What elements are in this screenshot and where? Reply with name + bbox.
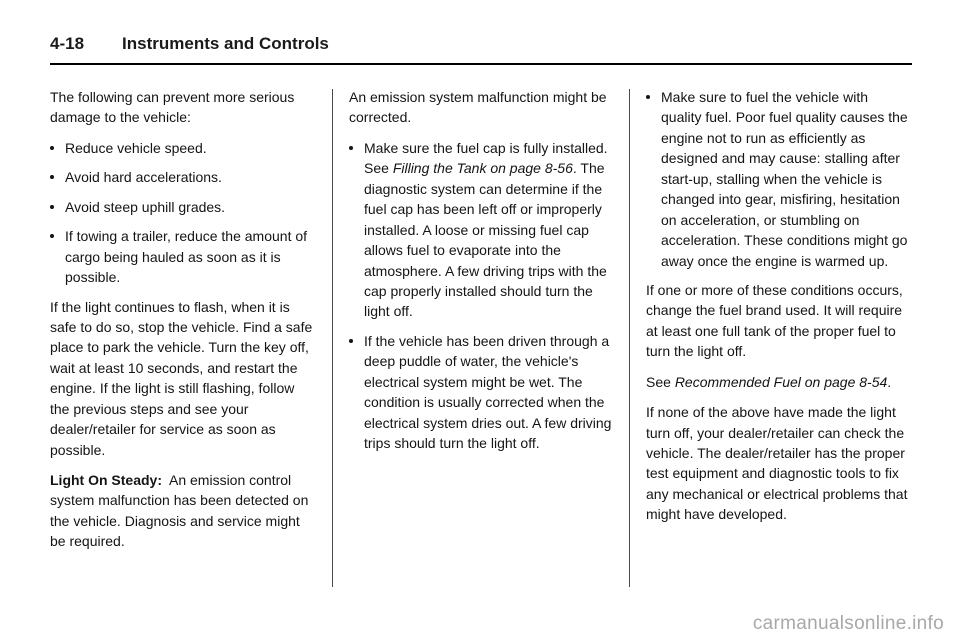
cross-reference-filling-the-tank: Filling the Tank on page 8-56 [392, 160, 573, 177]
watermark: carmanualsonline.info [752, 613, 944, 634]
list-item [646, 87, 912, 271]
bullet-icon [349, 331, 364, 454]
see-text-pre: See [646, 373, 675, 390]
malfunction-intro-paragraph: An emission system malfunction might be corrected. [349, 89, 607, 126]
dealer-check-paragraph: If none of the above have made the light turn off, your dealer/retailer can check the vehicle. The dealer/retailer has the proper test equipment and diagnostic tools to fix any mechanical or electrical problems that might have developed. [646, 404, 908, 523]
see-text-post: . [887, 373, 892, 390]
list-item [50, 226, 316, 287]
light-on-steady-label: Light On Steady: [50, 472, 162, 488]
column-1 [50, 87, 332, 587]
page-number: 4-18 [50, 34, 85, 53]
list-item [50, 138, 316, 158]
intro-paragraph: The following can prevent more serious damage to the vehicle: [50, 89, 295, 126]
list-item-text [364, 138, 615, 322]
correction-bullet-list [349, 138, 615, 454]
flashing-light-paragraph: If the light continues to flash, when it is safe to do so, stop the vehicle. Find a safe place to park the vehicle. Turn the key off, wait at least 10 seconds, and restart the engine. If the light is still flashing, follow the previous steps and see your dealer/retailer for service as soon as possible. [50, 298, 313, 458]
page-header [0, 0, 960, 54]
list-item-text: Avoid hard accelerations. [65, 169, 222, 186]
list-item [349, 331, 615, 454]
bullet-icon [50, 226, 65, 287]
fuel-quality-bullet-list [646, 87, 912, 271]
prevention-bullet-list [50, 138, 316, 288]
list-item-text: If towing a trailer, reduce the amount of cargo being hauled as soon as it is possible. [65, 228, 308, 286]
bullet-icon [50, 167, 65, 187]
conditions-paragraph: If one or more of these conditions occurs, change the fuel brand used. It will require at least one full tank of the proper fuel to turn the light off. [646, 281, 903, 360]
see-reference-paragraph [646, 372, 912, 392]
bullet-icon [50, 138, 65, 158]
bullet-icon [646, 87, 661, 271]
column-2 [333, 87, 629, 587]
light-on-steady-text: An emission control system malfunction has been detected on the vehicle. Diagnosis and service might be required. [50, 472, 309, 550]
list-item-text: If the vehicle has been driven through a deep puddle of water, the vehicle's electrical system might be wet. The condition is usually corrected when the electrical system dries out. A few driving trips should turn the light off. [364, 332, 612, 451]
fuel-cap-text-post: . The diagnostic system can determine if the fuel cap has been left off or improperly installed. A loose or missing fuel cap allows fuel to evaporate into the atmosphere. A few driving trips with the cap properly installed should turn the light off. [364, 160, 607, 320]
column-3 [630, 87, 912, 587]
list-item-text: Reduce vehicle speed. [65, 139, 207, 156]
content-columns [0, 65, 960, 587]
list-item [50, 197, 316, 217]
list-item [349, 138, 615, 322]
list-item-text: Avoid steep uphill grades. [65, 198, 226, 215]
section-title: Instruments and Controls [122, 34, 329, 53]
bullet-icon [50, 197, 65, 217]
bullet-icon [349, 138, 364, 322]
light-on-steady-paragraph [50, 470, 316, 552]
cross-reference-recommended-fuel: Recommended Fuel on page 8-54 [674, 373, 888, 390]
list-item [50, 167, 316, 187]
fuel-cap-text-pre: Make sure the fuel cap is fully installed. See [364, 139, 608, 177]
list-item-text: Make sure to fuel the vehicle with quality fuel. Poor fuel quality causes the engine not to run as efficiently as designed and may cause: stalling after start-up, stalling when the vehicle is changed into gear, misfiring, hesitation on acceleration, or stumbling on acceleration. These conditions might go away once the engine is warmed up. [661, 89, 908, 269]
